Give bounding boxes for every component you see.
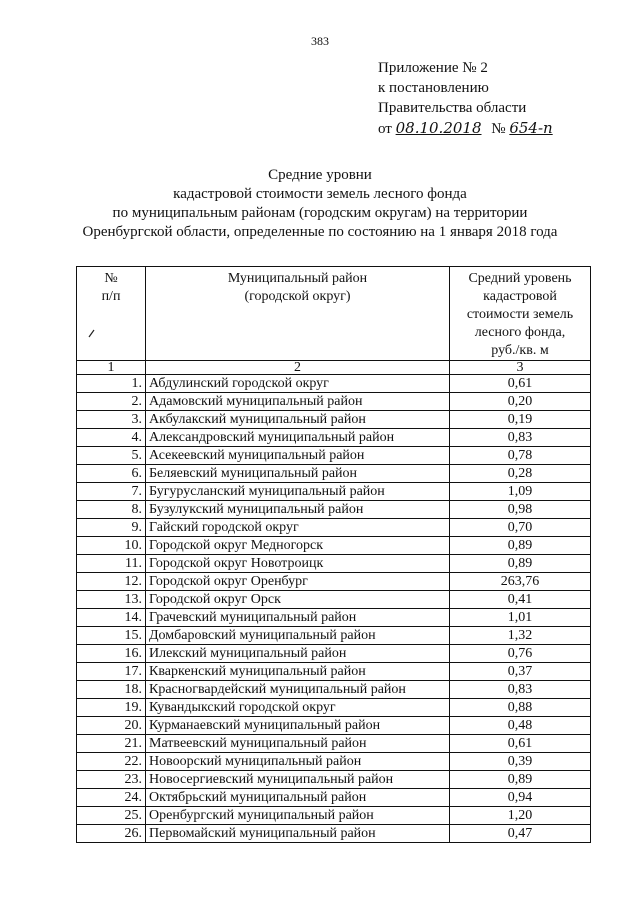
header-number: № п/п <box>77 267 146 361</box>
row-number: 17. <box>77 663 146 681</box>
row-number: 25. <box>77 807 146 825</box>
table-row <box>77 591 591 609</box>
cadastral-value: 0,48 <box>450 717 591 735</box>
table-row <box>77 519 591 537</box>
district-name: Городской округ Оренбург <box>146 573 450 591</box>
district-name: Акбулакский муниципальный район <box>146 411 450 429</box>
number-prefix: № <box>491 121 506 137</box>
table-row <box>77 645 591 663</box>
district-name: Городской округ Орск <box>146 591 450 609</box>
district-name: Кувандыкский городской округ <box>146 699 450 717</box>
table-row <box>77 753 591 771</box>
cadastral-value: 0,61 <box>450 735 591 753</box>
cadastral-value: 0,94 <box>450 789 591 807</box>
row-number: 16. <box>77 645 146 663</box>
district-name: Беляевский муниципальный район <box>146 465 450 483</box>
header-index: 3 <box>450 361 591 375</box>
title-line: по муниципальным районам (городским округам) на территории <box>112 205 528 221</box>
cadastral-value: 0,19 <box>450 411 591 429</box>
row-number: 15. <box>77 627 146 645</box>
cadastral-value: 0,88 <box>450 699 591 717</box>
district-name: Оренбургский муниципальный район <box>146 807 450 825</box>
table-row <box>77 393 591 411</box>
table-row <box>77 501 591 519</box>
cadastral-value: 0,20 <box>450 393 591 411</box>
cadastral-value: 0,37 <box>450 663 591 681</box>
cadastral-value: 0,89 <box>450 555 591 573</box>
cadastral-value: 0,89 <box>450 537 591 555</box>
header-index: 2 <box>146 361 450 375</box>
district-name: Первомайский муниципальный район <box>146 825 450 843</box>
district-name: Асекеевский муниципальный район <box>146 447 450 465</box>
row-number: 8. <box>77 501 146 519</box>
district-name: Адамовский муниципальный район <box>146 393 450 411</box>
cadastral-value: 0,47 <box>450 825 591 843</box>
district-name: Курманаевский муниципальный район <box>146 717 450 735</box>
cadastral-value: 0,28 <box>450 465 591 483</box>
table-row <box>77 537 591 555</box>
handwritten-number: 654-п <box>509 119 553 137</box>
table-row <box>77 411 591 429</box>
table-row <box>77 555 591 573</box>
table-row <box>77 465 591 483</box>
appendix-date-line <box>378 118 553 139</box>
table-row <box>77 627 591 645</box>
row-number: 18. <box>77 681 146 699</box>
row-number: 12. <box>77 573 146 591</box>
table-row <box>77 825 591 843</box>
district-name: Илекский муниципальный район <box>146 645 450 663</box>
cadastral-value-table <box>76 266 591 843</box>
cadastral-value: 0,83 <box>450 681 591 699</box>
district-name: Новосергиевский муниципальный район <box>146 771 450 789</box>
row-number: 1. <box>77 375 146 393</box>
district-name: Новоорский муниципальный район <box>146 753 450 771</box>
table-row <box>77 663 591 681</box>
table-row <box>77 807 591 825</box>
row-number: 4. <box>77 429 146 447</box>
district-name: Абдулинский городской округ <box>146 375 450 393</box>
cadastral-value: 0,98 <box>450 501 591 519</box>
header-district: Муниципальный район (городской округ) <box>146 267 450 361</box>
district-name: Бугурусланский муниципальный район <box>146 483 450 501</box>
district-name: Городской округ Новотроицк <box>146 555 450 573</box>
header-index: 1 <box>77 361 146 375</box>
district-name: Грачевский муниципальный район <box>146 609 450 627</box>
cadastral-value: 0,70 <box>450 519 591 537</box>
row-number: 26. <box>77 825 146 843</box>
table-row <box>77 771 591 789</box>
table-row <box>77 699 591 717</box>
row-number: 11. <box>77 555 146 573</box>
cadastral-value: 0,41 <box>450 591 591 609</box>
document-title <box>0 166 640 242</box>
cadastral-value: 1,01 <box>450 609 591 627</box>
cadastral-value: 0,76 <box>450 645 591 663</box>
row-number: 20. <box>77 717 146 735</box>
cadastral-value: 1,20 <box>450 807 591 825</box>
title-line: кадастровой стоимости земель лесного фонда <box>173 186 467 202</box>
row-number: 10. <box>77 537 146 555</box>
cadastral-value: 1,32 <box>450 627 591 645</box>
appendix-line: Приложение № 2 <box>378 60 488 76</box>
district-name: Матвеевский муниципальный район <box>146 735 450 753</box>
district-name: Домбаровский муниципальный район <box>146 627 450 645</box>
table-row <box>77 447 591 465</box>
row-number: 2. <box>77 393 146 411</box>
cadastral-value: 0,78 <box>450 447 591 465</box>
table-row <box>77 717 591 735</box>
title-line: Средние уровни <box>268 167 372 183</box>
cadastral-value: 0,39 <box>450 753 591 771</box>
handwritten-date: 08.10.2018 <box>395 119 482 137</box>
date-prefix: от <box>378 121 392 137</box>
appendix-block <box>378 58 553 139</box>
table-row <box>77 735 591 753</box>
district-name: Городской округ Медногорск <box>146 537 450 555</box>
table-row <box>77 573 591 591</box>
district-name: Александровский муниципальный район <box>146 429 450 447</box>
cadastral-value: 263,76 <box>450 573 591 591</box>
row-number: 7. <box>77 483 146 501</box>
district-name: Кваркенский муниципальный район <box>146 663 450 681</box>
table-row <box>77 375 591 393</box>
title-line: Оренбургской области, определенные по состоянию на 1 января 2018 года <box>82 224 558 240</box>
cadastral-value: 0,83 <box>450 429 591 447</box>
cadastral-value: 0,89 <box>450 771 591 789</box>
row-number: 13. <box>77 591 146 609</box>
district-name: Бузулукский муниципальный район <box>146 501 450 519</box>
row-number: 21. <box>77 735 146 753</box>
row-number: 22. <box>77 753 146 771</box>
cadastral-value: 1,09 <box>450 483 591 501</box>
district-name: Красногвардейский муниципальный район <box>146 681 450 699</box>
table-row <box>77 681 591 699</box>
row-number: 19. <box>77 699 146 717</box>
appendix-line: к постановлению <box>378 80 489 96</box>
row-number: 24. <box>77 789 146 807</box>
row-number: 9. <box>77 519 146 537</box>
cadastral-value: 0,61 <box>450 375 591 393</box>
row-number: 5. <box>77 447 146 465</box>
table-row <box>77 429 591 447</box>
district-name: Октябрьский муниципальный район <box>146 789 450 807</box>
pen-mark <box>88 328 96 338</box>
page-number: 383 <box>311 34 329 48</box>
table-row <box>77 609 591 627</box>
row-number: 14. <box>77 609 146 627</box>
table-row <box>77 789 591 807</box>
row-number: 23. <box>77 771 146 789</box>
row-number: 6. <box>77 465 146 483</box>
appendix-line: Правительства области <box>378 100 527 116</box>
row-number: 3. <box>77 411 146 429</box>
district-name: Гайский городской округ <box>146 519 450 537</box>
table-row <box>77 483 591 501</box>
header-value: Средний уровень кадастровой стоимости земель лесного фонда, руб./кв. м <box>450 267 591 361</box>
